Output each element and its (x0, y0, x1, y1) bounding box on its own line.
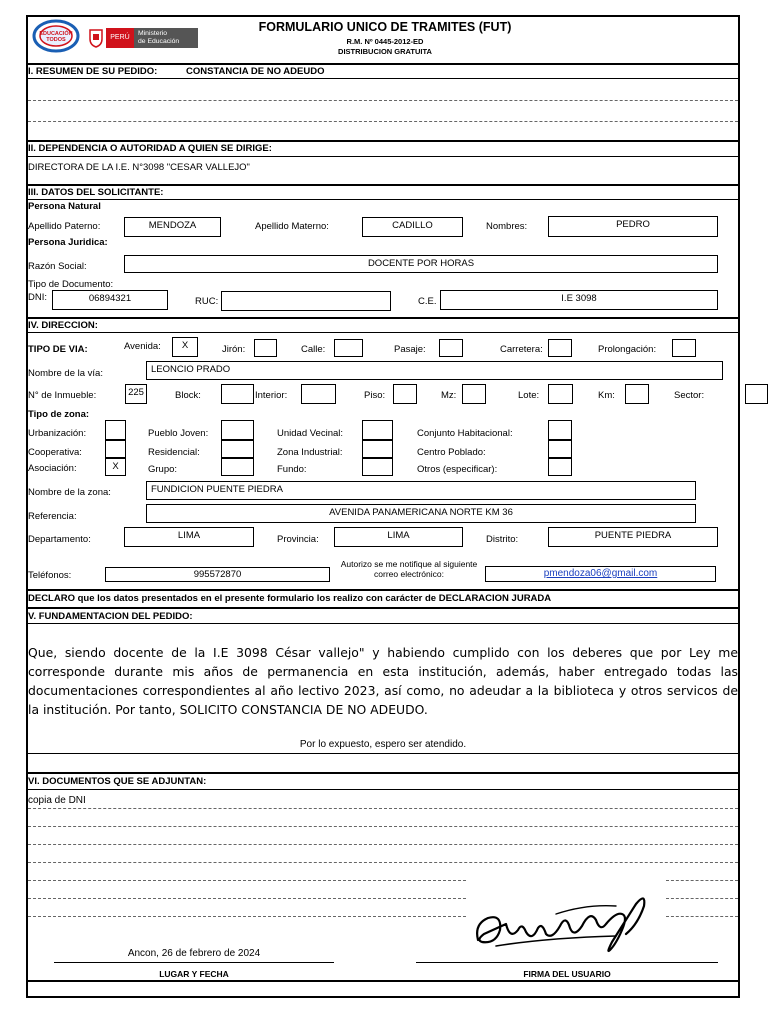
section2-label: II. DEPENDENCIA O AUTORIDAD A QUIEN SE DIRIGE: (28, 143, 272, 154)
telefono-field[interactable]: 995572870 (105, 567, 330, 582)
dashed-line (666, 916, 738, 917)
educacion-logo-text: EDUCACIÓN TODOS (39, 31, 73, 43)
lugar-fecha-label: LUGAR Y FECHA (159, 969, 229, 979)
pasaje-label: Pasaje: (394, 344, 426, 355)
nombre-via-field[interactable]: LEONCIO PRADO (146, 361, 723, 380)
distribution-note: DISTRIBUCION GRATUITA (338, 47, 432, 56)
dashed-line (666, 898, 738, 899)
unidad-vecinal-checkbox[interactable] (362, 420, 393, 440)
km-field[interactable] (625, 384, 649, 404)
referencia-field[interactable]: AVENIDA PANAMERICANA NORTE KM 36 (146, 504, 696, 523)
persona-juridica-label: Persona Juridica: (28, 237, 108, 248)
pasaje-checkbox[interactable] (439, 339, 463, 357)
prolongacion-checkbox[interactable] (672, 339, 696, 357)
dashed-line (28, 826, 738, 827)
razon-social-field[interactable]: DOCENTE POR HORAS (124, 255, 718, 273)
provincia-field[interactable]: LIMA (334, 527, 463, 547)
lugar-line (54, 962, 334, 963)
ministry-line1: Ministerio (138, 30, 168, 37)
distrito-label: Distrito: (486, 534, 519, 545)
declaracion-jurada: DECLARO que los datos presentados en el presente formulario los realizo con carácter de DECLARACION JURADA (28, 593, 552, 604)
jiron-checkbox[interactable] (254, 339, 277, 357)
sector-label: Sector: (674, 390, 705, 401)
block-label: Block: (175, 390, 201, 401)
divider (26, 607, 740, 609)
block-field[interactable] (221, 384, 254, 404)
conjunto-label: Conjunto Habitacional: (417, 428, 513, 439)
dashed-line (28, 880, 466, 881)
fundo-checkbox[interactable] (362, 458, 393, 476)
rm-number: R.M. Nº 0445-2012-ED (346, 37, 424, 46)
divider (26, 184, 740, 186)
km-label: Km: (598, 390, 615, 401)
dashed-line (666, 880, 738, 881)
dni-field[interactable]: 06894321 (52, 290, 168, 310)
peru-badge (106, 28, 134, 48)
calle-checkbox[interactable] (334, 339, 363, 357)
section1-value: CONSTANCIA DE NO ADEUDO (186, 66, 325, 77)
firma-line (416, 962, 718, 963)
ce-field[interactable]: I.E 3098 (440, 290, 718, 310)
fundo-label: Fundo: (277, 464, 307, 475)
educacion-logo (32, 19, 80, 53)
dashed-line (28, 808, 738, 809)
residencial-checkbox[interactable] (221, 440, 254, 458)
dashed-line (28, 100, 738, 101)
inmueble-field[interactable]: 225 (125, 384, 147, 404)
peru-label: PERÚ (110, 34, 130, 41)
avenida-checkbox[interactable]: X (172, 337, 198, 357)
email-field[interactable] (485, 566, 716, 582)
asociacion-label: Asociación: (28, 463, 77, 474)
section1-label: I. RESUMEN DE SU PEDIDO: (28, 66, 158, 77)
nombres-field[interactable]: PEDRO (548, 216, 718, 237)
asociacion-checkbox[interactable]: X (105, 458, 126, 476)
referencia-label: Referencia: (28, 511, 77, 522)
section3-label: III. DATOS DEL SOLICITANTE: (28, 187, 164, 198)
sector-field[interactable] (745, 384, 768, 404)
divider (26, 199, 740, 200)
divider (26, 589, 740, 591)
provincia-label: Provincia: (277, 534, 319, 545)
nombre-via-label: Nombre de la vía: (28, 368, 103, 379)
section2-value: DIRECTORA DE LA I.E. N°3098 "CESAR VALLEJO" (28, 162, 250, 173)
fundamentacion-text: Que, siendo docente de la I.E 3098 César vallejo" y habiendo cumplido con los deberes que por Ley me corresponde durante mis años de permanencia en esta institución, además, haber entregado todas las documentaciones correspondientes al año lectivo 2023, así como, no adeudar a la biblioteca y otros servicos de la institución. Por tanto, SOLICITO CONSTANCIA DE NO ADEUDO. (28, 645, 738, 717)
residencial-label: Residencial: (148, 447, 200, 458)
divider (26, 78, 740, 79)
apellido-materno-label: Apellido Materno: (255, 221, 329, 232)
jiron-label: Jirón: (222, 344, 246, 355)
dashed-line (28, 844, 738, 845)
ce-label: C.E. (418, 296, 437, 307)
autorizo-line1: Autorizo se me notifique al siguiente (340, 559, 478, 569)
tipo-documento-label: Tipo de Documento: (28, 279, 114, 290)
divider (26, 772, 740, 774)
nombre-zona-field[interactable]: FUNDICION PUENTE PIEDRA (146, 481, 696, 500)
zona-industrial-label: Zona Industrial: (277, 447, 343, 458)
lote-label: Lote: (518, 390, 540, 401)
avenida-label: Avenida: (124, 341, 161, 352)
nombre-zona-label: Nombre de la zona: (28, 487, 111, 498)
cooperativa-checkbox[interactable] (105, 440, 126, 458)
section4-label: IV. DIRECCION: (28, 320, 98, 331)
interior-label: Interior: (255, 390, 288, 401)
dashed-line (28, 121, 738, 122)
divider (26, 753, 740, 754)
tipo-zona-label: Tipo de zona: (28, 409, 90, 420)
departamento-field[interactable]: LIMA (124, 527, 254, 547)
dni-label: DNI: (28, 292, 47, 303)
grupo-checkbox[interactable] (221, 458, 254, 476)
lugar-fecha-value: Ancon, 26 de febrero de 2024 (127, 948, 261, 959)
apellido-materno-field[interactable]: CADILLO (362, 217, 463, 237)
grupo-label: Grupo: (148, 464, 178, 475)
urbanizacion-checkbox[interactable] (105, 420, 126, 440)
mz-label: Mz: (441, 390, 457, 401)
ruc-label: RUC: (195, 296, 219, 307)
unidad-vecinal-label: Unidad Vecinal: (277, 428, 344, 439)
carretera-label: Carretera: (500, 344, 543, 355)
divider (26, 140, 740, 142)
autorizo-line2: correo electrónico: (374, 569, 444, 579)
divider (26, 623, 740, 624)
divider (26, 980, 740, 982)
peru-shield-icon (88, 28, 104, 48)
otros-label: Otros (especificar): (417, 464, 498, 475)
otros-checkbox[interactable] (548, 458, 572, 476)
centro-poblado-label: Centro Poblado: (417, 447, 486, 458)
departamento-label: Departamento: (28, 534, 91, 545)
firma-label: FIRMA DEL USUARIO (523, 969, 611, 979)
razon-social-label: Razón Social: (28, 261, 87, 272)
divider (26, 332, 740, 333)
section6-label: VI. DOCUMENTOS QUE SE ADJUNTAN: (28, 776, 207, 787)
interior-field[interactable] (301, 384, 336, 404)
dashed-line (28, 916, 466, 917)
divider (26, 63, 740, 65)
email-link[interactable]: pmendoza06@gmail.com (543, 568, 658, 579)
conjunto-checkbox[interactable] (548, 420, 572, 440)
documento-1: copia de DNI (28, 795, 86, 806)
nombres-label: Nombres: (486, 221, 528, 232)
inmueble-label: N° de Inmueble: (28, 390, 97, 401)
section5-label: V. FUNDAMENTACION DEL PEDIDO: (28, 611, 193, 622)
apellido-paterno-label: Apellido Paterno: (28, 221, 101, 232)
centro-poblado-checkbox[interactable] (548, 440, 572, 458)
ministry-badge (134, 28, 198, 48)
signature (466, 884, 666, 956)
dashed-line (28, 862, 738, 863)
urbanizacion-label: Urbanización: (28, 428, 87, 439)
dashed-line (28, 898, 466, 899)
carretera-checkbox[interactable] (548, 339, 572, 357)
closing-text: Por lo expuesto, espero ser atendido. (299, 739, 467, 750)
distrito-field[interactable]: PUENTE PIEDRA (548, 527, 718, 547)
prolongacion-label: Prolongación: (598, 344, 657, 355)
pueblo-joven-label: Pueblo Joven: (148, 428, 209, 439)
tipo-via-label: TIPO DE VIA: (28, 344, 88, 355)
telefonos-label: Teléfonos: (28, 570, 72, 581)
cooperativa-label: Cooperativa: (28, 447, 82, 458)
calle-label: Calle: (301, 344, 326, 355)
divider (26, 317, 740, 319)
persona-natural-label: Persona Natural (28, 201, 101, 212)
piso-field[interactable] (393, 384, 417, 404)
divider (26, 789, 740, 790)
apellido-paterno-field[interactable]: MENDOZA (124, 217, 221, 237)
ruc-field[interactable] (221, 291, 391, 311)
form-title: FORMULARIO UNICO DE TRAMITES (FUT) (258, 20, 512, 34)
pueblo-joven-checkbox[interactable] (221, 420, 254, 440)
piso-label: Piso: (364, 390, 386, 401)
divider (26, 156, 740, 157)
lote-field[interactable] (548, 384, 573, 404)
mz-field[interactable] (462, 384, 486, 404)
ministry-line2: de Educación (138, 38, 180, 45)
zona-industrial-checkbox[interactable] (362, 440, 393, 458)
